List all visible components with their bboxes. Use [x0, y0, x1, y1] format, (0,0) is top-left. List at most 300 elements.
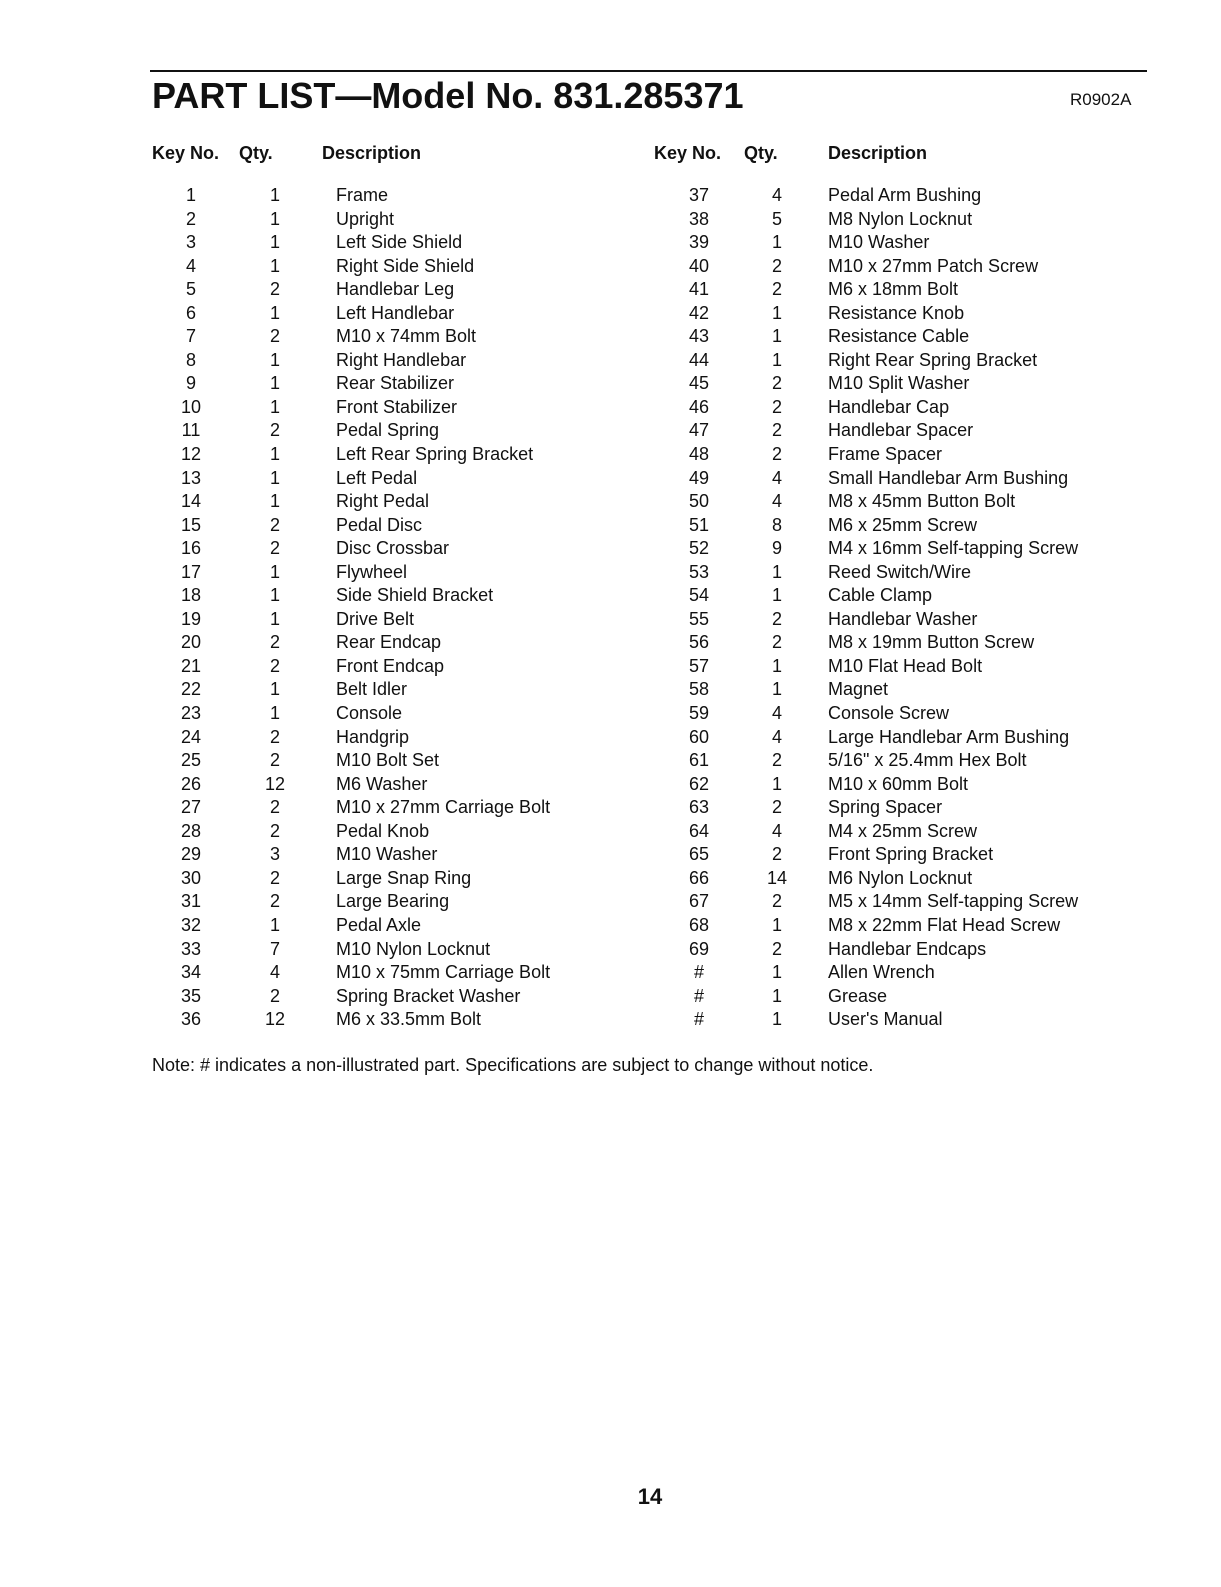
table-row [664, 208, 1134, 232]
qty-cell: 12 [264, 1009, 286, 1030]
table-row [163, 231, 603, 255]
table-row [664, 820, 1134, 844]
qty-cell: 2 [771, 844, 782, 865]
description-cell: Handlebar Washer [828, 608, 978, 629]
description-cell: M10 Flat Head Bolt [828, 655, 983, 676]
description-cell: Large Handlebar Arm Bushing [828, 726, 1070, 747]
key-cell: 11 [181, 420, 201, 441]
right-key-header: Key No. [654, 143, 722, 163]
qty-cell: 2 [771, 255, 782, 276]
qty-cell: 1 [771, 773, 782, 794]
description-cell: Reed Switch/Wire [828, 561, 972, 582]
key-cell: 6 [185, 302, 196, 323]
qty-cell: 1 [771, 302, 782, 323]
right-qty-header: Qty. [744, 143, 778, 163]
description-cell: Handlebar Cap [828, 396, 950, 417]
table-row [163, 443, 603, 467]
qty-cell: 1 [771, 349, 782, 370]
description-cell: Frame Spacer [828, 444, 943, 465]
key-cell: 43 [688, 326, 710, 347]
qty-cell: 9 [771, 538, 782, 559]
table-row [664, 726, 1134, 750]
key-cell: 48 [688, 444, 710, 465]
qty-cell: 1 [771, 962, 782, 983]
qty-cell: 2 [269, 867, 280, 888]
description-cell: Right Handlebar [336, 349, 467, 370]
key-cell: 31 [180, 891, 202, 912]
description-cell: User's Manual [828, 1009, 943, 1030]
document-code: R0902A [1070, 90, 1132, 109]
description-cell: Frame [336, 185, 389, 205]
description-cell: Rear Stabilizer [336, 373, 455, 394]
key-cell: 32 [180, 914, 202, 935]
qty-cell: 2 [771, 750, 782, 771]
qty-cell: 2 [771, 608, 782, 629]
qty-cell: 4 [771, 185, 782, 205]
key-cell: 8 [185, 349, 196, 370]
table-row [163, 726, 603, 750]
qty-cell: 3 [269, 844, 280, 865]
table-row [664, 1008, 1134, 1032]
description-cell: M10 Split Washer [828, 373, 970, 394]
key-cell: 40 [688, 255, 710, 276]
qty-cell: 2 [269, 514, 280, 535]
qty-cell: 1 [269, 208, 280, 229]
key-cell: 66 [688, 867, 710, 888]
table-row [163, 985, 603, 1009]
key-cell: 56 [688, 632, 710, 653]
key-cell: 12 [180, 444, 202, 465]
key-cell: 60 [688, 726, 710, 747]
key-cell: 13 [180, 467, 202, 488]
key-cell: 30 [180, 867, 202, 888]
description-cell: M10 Washer [336, 844, 438, 865]
key-cell: 24 [180, 726, 202, 747]
table-row [163, 325, 603, 349]
table-row [163, 278, 603, 302]
table-row [163, 184, 603, 208]
description-cell: M10 Nylon Locknut [336, 938, 491, 959]
key-cell: 14 [180, 491, 202, 512]
qty-cell: 1 [269, 373, 280, 394]
table-row [664, 443, 1134, 467]
qty-cell: 2 [269, 750, 280, 771]
table-row [664, 302, 1134, 326]
key-cell: 63 [688, 797, 710, 818]
qty-cell: 2 [771, 444, 782, 465]
qty-cell: 2 [269, 632, 280, 653]
key-cell: 53 [688, 561, 710, 582]
table-row [664, 961, 1134, 985]
qty-cell: 2 [269, 279, 280, 300]
table-row [163, 514, 603, 538]
key-cell: 25 [180, 750, 202, 771]
description-cell: M10 Washer [828, 232, 930, 253]
table-row [163, 773, 603, 797]
key-cell: 68 [688, 914, 710, 935]
table-row [664, 867, 1134, 891]
description-cell: M10 x 74mm Bolt [336, 326, 477, 347]
table-row [664, 749, 1134, 773]
qty-cell: 1 [269, 491, 280, 512]
table-row [664, 631, 1134, 655]
key-cell: 59 [688, 703, 710, 724]
key-cell: 46 [688, 396, 710, 417]
description-cell: M8 x 45mm Button Bolt [828, 491, 1016, 512]
qty-cell: 1 [771, 561, 782, 582]
key-cell: 62 [688, 773, 710, 794]
qty-cell: 1 [771, 585, 782, 606]
table-row [163, 490, 603, 514]
key-cell: 23 [180, 703, 202, 724]
key-cell: 5 [185, 279, 196, 300]
description-cell: Handlebar Leg [336, 279, 455, 300]
qty-cell: 1 [269, 255, 280, 276]
key-cell: 34 [180, 962, 202, 983]
qty-cell: 2 [269, 420, 280, 441]
table-row [664, 372, 1134, 396]
table-row [664, 843, 1134, 867]
table-row [664, 349, 1134, 373]
key-cell: 18 [180, 585, 202, 606]
table-row [664, 773, 1134, 797]
description-cell: Cable Clamp [828, 585, 933, 606]
table-row [664, 702, 1134, 726]
description-cell: Right Side Shield [336, 255, 475, 276]
qty-cell: 5 [771, 208, 782, 229]
description-cell: M5 x 14mm Self-tapping Screw [828, 891, 1079, 912]
key-cell: 28 [180, 820, 202, 841]
description-cell: Side Shield Bracket [336, 585, 494, 606]
key-cell: 36 [180, 1009, 202, 1030]
table-row [163, 820, 603, 844]
description-cell: Left Pedal [336, 467, 418, 488]
description-cell: M8 x 22mm Flat Head Screw [828, 914, 1061, 935]
table-row [664, 914, 1134, 938]
qty-cell: 4 [771, 467, 782, 488]
table-row [163, 349, 603, 373]
qty-cell: 1 [269, 914, 280, 935]
qty-cell: 1 [269, 703, 280, 724]
qty-cell: 2 [269, 891, 280, 912]
table-row [163, 655, 603, 679]
key-cell: 1 [185, 185, 196, 205]
key-cell: 44 [688, 349, 710, 370]
right-description-header: Description [828, 143, 928, 163]
qty-cell: 2 [269, 726, 280, 747]
key-cell: 41 [688, 279, 710, 300]
table-row [163, 938, 603, 962]
qty-cell: 1 [269, 349, 280, 370]
table-row [163, 890, 603, 914]
key-cell: 35 [180, 985, 202, 1006]
qty-cell: 1 [269, 444, 280, 465]
description-cell: Front Stabilizer [336, 396, 458, 417]
parts-table-right [664, 184, 1134, 1032]
key-cell: 22 [180, 679, 202, 700]
left-key-header: Key No. [152, 143, 220, 163]
qty-cell: 4 [771, 703, 782, 724]
description-cell: Handlebar Spacer [828, 420, 974, 441]
description-cell: Pedal Knob [336, 820, 430, 841]
key-cell: 15 [180, 514, 202, 535]
key-cell: 26 [180, 773, 202, 794]
description-cell: M4 x 25mm Screw [828, 820, 978, 841]
key-cell: 65 [688, 844, 710, 865]
description-cell: M10 Bolt Set [336, 750, 440, 771]
key-cell: 69 [688, 938, 710, 959]
key-cell: 54 [688, 585, 710, 606]
description-cell: M6 x 18mm Bolt [828, 279, 959, 300]
table-row [664, 184, 1134, 208]
qty-cell: 12 [264, 773, 286, 794]
table-row [163, 631, 603, 655]
table-row [163, 537, 603, 561]
qty-cell: 2 [771, 396, 782, 417]
qty-cell: 2 [771, 938, 782, 959]
header-rule [150, 70, 1147, 72]
table-row [664, 278, 1134, 302]
description-cell: Upright [336, 208, 395, 229]
table-row [664, 938, 1134, 962]
qty-cell: 2 [771, 279, 782, 300]
description-cell: Right Pedal [336, 491, 430, 512]
qty-cell: 2 [771, 373, 782, 394]
description-cell: M8 x 19mm Button Screw [828, 632, 1035, 653]
description-cell: Grease [828, 985, 888, 1006]
qty-cell: 1 [771, 1009, 782, 1030]
description-cell: Right Rear Spring Bracket [828, 349, 1038, 370]
key-cell: 4 [185, 255, 196, 276]
page-title: PART LIST—Model No. 831.285371 [152, 75, 744, 116]
description-cell: M6 Washer [336, 773, 428, 794]
table-row [664, 396, 1134, 420]
description-cell: Disc Crossbar [336, 538, 450, 559]
qty-cell: 1 [771, 914, 782, 935]
key-cell: 29 [180, 844, 202, 865]
description-cell: Pedal Arm Bushing [828, 185, 982, 205]
table-row [163, 372, 603, 396]
qty-cell: 1 [269, 585, 280, 606]
description-cell: M10 x 60mm Bolt [828, 773, 969, 794]
qty-cell: 4 [269, 962, 280, 983]
description-cell: Console [336, 703, 403, 724]
description-cell: Spring Spacer [828, 797, 943, 818]
key-cell: 9 [185, 373, 196, 394]
key-cell: 19 [180, 608, 202, 629]
description-cell: Small Handlebar Arm Bushing [828, 467, 1069, 488]
description-cell: 5/16" x 25.4mm Hex Bolt [828, 750, 1027, 771]
description-cell: Drive Belt [336, 608, 415, 629]
qty-cell: 1 [269, 396, 280, 417]
table-row [664, 514, 1134, 538]
key-cell: 52 [688, 538, 710, 559]
description-cell: Left Rear Spring Bracket [336, 444, 534, 465]
qty-cell: 8 [771, 514, 782, 535]
key-cell: 21 [180, 655, 202, 676]
table-row [664, 985, 1134, 1009]
description-cell: Pedal Disc [336, 514, 423, 535]
key-cell: 20 [180, 632, 202, 653]
description-cell: M10 x 27mm Carriage Bolt [336, 797, 551, 818]
qty-cell: 1 [269, 679, 280, 700]
description-cell: Front Endcap [336, 655, 445, 676]
qty-cell: 2 [771, 632, 782, 653]
table-row [664, 608, 1134, 632]
description-cell: Handgrip [336, 726, 410, 747]
table-row [664, 678, 1134, 702]
qty-cell: 1 [269, 302, 280, 323]
table-row [163, 961, 603, 985]
qty-cell: 4 [771, 726, 782, 747]
table-row [163, 749, 603, 773]
key-cell: 10 [180, 396, 202, 417]
table-row [163, 1008, 603, 1032]
table-row [163, 796, 603, 820]
key-cell: 51 [688, 514, 710, 535]
page-number: 14 [637, 1484, 663, 1509]
description-cell: Pedal Spring [336, 420, 440, 441]
footnote: Note: # indicates a non-illustrated part. Specifications are subject to change without notice. [152, 1055, 874, 1075]
description-cell: Flywheel [336, 561, 408, 582]
key-cell: 16 [180, 538, 202, 559]
description-cell: Resistance Knob [828, 302, 965, 323]
key-cell: 7 [185, 326, 196, 347]
qty-cell: 2 [269, 538, 280, 559]
description-cell: Spring Bracket Washer [336, 985, 521, 1006]
key-cell: 58 [688, 679, 710, 700]
description-cell: M6 Nylon Locknut [828, 867, 973, 888]
table-row [664, 325, 1134, 349]
qty-cell: 2 [771, 891, 782, 912]
key-cell: 2 [185, 208, 196, 229]
key-cell: 47 [688, 420, 710, 441]
table-row [664, 584, 1134, 608]
qty-cell: 1 [269, 185, 280, 205]
qty-cell: 7 [269, 938, 280, 959]
table-row [163, 396, 603, 420]
table-row [664, 419, 1134, 443]
table-row [664, 796, 1134, 820]
description-cell: Rear Endcap [336, 632, 442, 653]
key-cell: 57 [688, 655, 710, 676]
table-row [163, 914, 603, 938]
description-cell: M4 x 16mm Self-tapping Screw [828, 538, 1079, 559]
table-row [163, 467, 603, 491]
key-cell: 37 [688, 185, 710, 205]
qty-cell: 2 [269, 820, 280, 841]
key-cell: 38 [688, 208, 710, 229]
description-cell: Console Screw [828, 703, 950, 724]
qty-cell: 1 [269, 467, 280, 488]
key-cell: 3 [185, 232, 196, 253]
table-row [163, 867, 603, 891]
description-cell: Resistance Cable [828, 326, 970, 347]
description-cell: Pedal Axle [336, 914, 422, 935]
table-row [163, 255, 603, 279]
key-cell: 39 [688, 232, 710, 253]
description-cell: M6 x 33.5mm Bolt [336, 1009, 482, 1030]
qty-cell: 2 [269, 655, 280, 676]
qty-cell: 1 [771, 232, 782, 253]
key-cell: 50 [688, 491, 710, 512]
description-cell: Allen Wrench [828, 962, 935, 983]
table-row [163, 419, 603, 443]
qty-cell: 1 [269, 561, 280, 582]
left-qty-header: Qty. [239, 143, 273, 163]
description-cell: M8 Nylon Locknut [828, 208, 973, 229]
qty-cell: 4 [771, 820, 782, 841]
description-cell: Left Side Shield [336, 232, 463, 253]
left-description-header: Description [322, 143, 422, 163]
table-row [163, 608, 603, 632]
parts-table-left [163, 184, 603, 1032]
table-row [664, 467, 1134, 491]
description-cell: M10 x 27mm Patch Screw [828, 255, 1039, 276]
qty-cell: 2 [771, 797, 782, 818]
table-row [163, 843, 603, 867]
table-row [163, 208, 603, 232]
qty-cell: 1 [269, 232, 280, 253]
key-cell: 67 [688, 891, 710, 912]
qty-cell: 2 [269, 797, 280, 818]
table-row [163, 584, 603, 608]
table-row [163, 561, 603, 585]
description-cell: Handlebar Endcaps [828, 938, 987, 959]
qty-cell: 4 [771, 491, 782, 512]
key-cell: # [693, 1009, 704, 1030]
description-cell: M6 x 25mm Screw [828, 514, 978, 535]
description-cell: Large Bearing [336, 891, 450, 912]
key-cell: 42 [688, 302, 710, 323]
table-row [163, 302, 603, 326]
table-row [664, 490, 1134, 514]
key-cell: # [693, 962, 704, 983]
qty-cell: 2 [269, 326, 280, 347]
qty-cell: 2 [269, 985, 280, 1006]
description-cell: Large Snap Ring [336, 867, 472, 888]
table-row [664, 561, 1134, 585]
description-cell: Front Spring Bracket [828, 844, 994, 865]
key-cell: 55 [688, 608, 710, 629]
key-cell: 61 [688, 750, 710, 771]
description-cell: Magnet [828, 679, 889, 700]
key-cell: 17 [180, 561, 202, 582]
key-cell: # [693, 985, 704, 1006]
key-cell: 64 [688, 820, 710, 841]
qty-cell: 1 [269, 608, 280, 629]
description-cell: Belt Idler [336, 679, 408, 700]
qty-cell: 1 [771, 326, 782, 347]
description-cell: Left Handlebar [336, 302, 455, 323]
qty-cell: 1 [771, 985, 782, 1006]
table-row [163, 678, 603, 702]
key-cell: 45 [688, 373, 710, 394]
table-row [664, 890, 1134, 914]
key-cell: 33 [180, 938, 202, 959]
table-row [664, 655, 1134, 679]
table-row [664, 231, 1134, 255]
table-row [664, 255, 1134, 279]
qty-cell: 2 [771, 420, 782, 441]
qty-cell: 14 [766, 867, 788, 888]
description-cell: M10 x 75mm Carriage Bolt [336, 962, 551, 983]
qty-cell: 1 [771, 655, 782, 676]
qty-cell: 1 [771, 679, 782, 700]
table-row [664, 537, 1134, 561]
key-cell: 49 [688, 467, 710, 488]
key-cell: 27 [180, 797, 202, 818]
